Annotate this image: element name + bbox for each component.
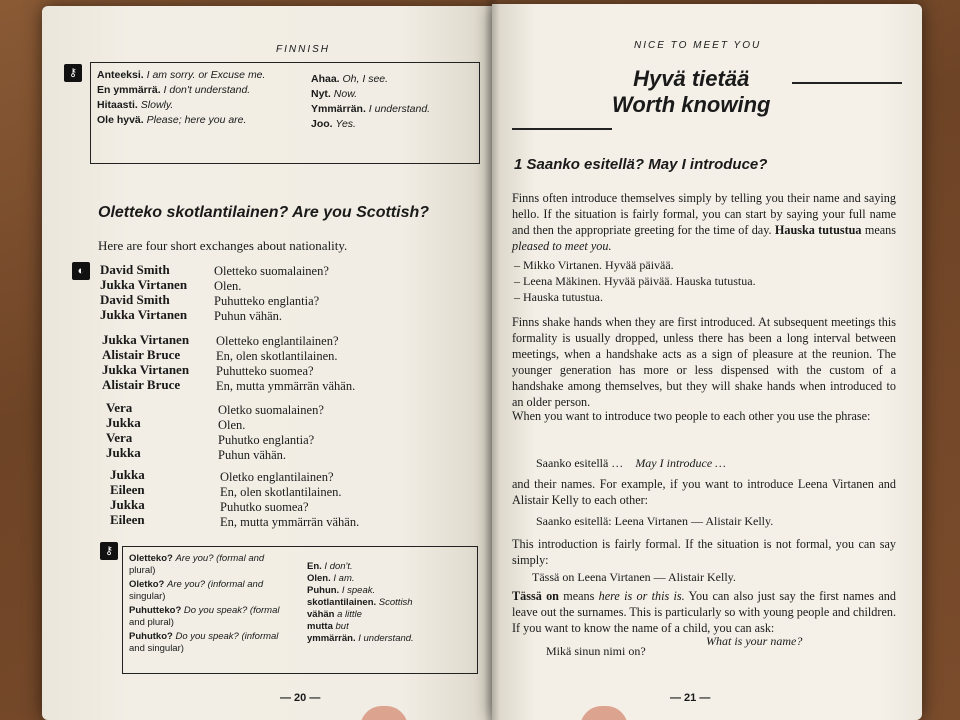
paragraph-1: Finns often introduce themselves simply by telling you their name and saying hello. If the situation is fairly formal, you can start by saying your full name and then the appropriate greeting for the time of day. Hauska tutustua means pleased to meet you. [512, 191, 896, 253]
dialogue-line: Puhutteko englantia? [214, 294, 320, 308]
speaker-name: David Smith [100, 262, 170, 277]
speaker-name: Jukka [106, 445, 141, 460]
dialogue-line: Olen. [214, 279, 242, 293]
dialogue-line: Olen. [218, 418, 246, 432]
speaker-name: Jukka Virtanen [100, 277, 188, 292]
finger [580, 706, 628, 720]
vocab-entry: En ymmärrä. I don't understand. [97, 84, 251, 96]
vocab-entry: Puhutko? Do you speak? (informal [129, 631, 279, 642]
dialogue-line: Puhun vähän. [214, 309, 283, 323]
speaker-name: Jukka [110, 497, 145, 512]
vocab-entry: singular) [129, 591, 166, 602]
vocab-entry: skotlantilainen. Scottish [307, 597, 413, 608]
example-line: – Hauska tutustua. [514, 290, 603, 304]
right-page-number: — 21 — [670, 692, 711, 704]
speaker-name: David Smith [100, 292, 170, 307]
speaker-name: Eileen [110, 512, 145, 527]
dialogue-line: Oletko englantilainen? [220, 470, 334, 484]
speaker-name: Jukka [110, 467, 145, 482]
dialogue-line: Oletteko suomalainen? [214, 264, 329, 278]
dialogue-line: Puhutko englantia? [218, 433, 315, 447]
speaker-name: Jukka [106, 415, 141, 430]
speaker-name: Alistair Bruce [102, 377, 181, 392]
vocab-entry: Oletteko? Are you? (formal and [129, 553, 265, 564]
speaker-name: Alistair Bruce [102, 347, 181, 362]
vocab-entry: Anteeksi. I am sorry. or Excuse me. [97, 69, 266, 81]
title-rule-bottom [512, 128, 612, 130]
vocab-entry: vähän a little [307, 609, 362, 620]
speaker-name: Vera [106, 430, 133, 445]
paragraph-6: Tässä on means here is or this is. You can also just say the first names and leave out the surnames. This is particularly so with young people and children. If you want to know the name of a child, you can ask: [512, 589, 896, 635]
right-page [492, 4, 922, 720]
example-phrase: Saanko esitellä: Leena Virtanen — Alistair Kelly. [536, 514, 774, 528]
vocab-entry: Puhutteko? Do you speak? (formal [129, 605, 280, 616]
vocab-entry: Puhun. I speak. [307, 585, 376, 596]
vocab-entry: and plural) [129, 617, 174, 628]
book-gutter [484, 0, 500, 720]
title-finnish: Hyvä tietää [633, 66, 750, 91]
dialogue-line: En, olen skotlantilainen. [216, 349, 338, 363]
key-icon: ⚷ [100, 542, 118, 560]
title-block [612, 66, 770, 118]
dialogue-line: Oletteko englantilainen? [216, 334, 339, 348]
paragraph-3: When you want to introduce two people to each other you use the phrase: [512, 409, 871, 423]
right-running-head: NICE TO MEET YOU [634, 40, 762, 51]
dialogue-line: Oletko suomalainen? [218, 403, 324, 417]
left-intro-text: Here are four short exchanges about nationality. [98, 238, 348, 253]
paragraph-5: This introduction is fairly formal. If the situation is not formal, you can say simply: [512, 537, 896, 567]
vocab-entry: Oletko? Are you? (informal and [129, 579, 264, 590]
paragraph-2: Finns shake hands when they are first introduced. At subsequent meetings this formality is usually dropped, unless there has been a long interval between meetings, when a handshake acts as a sign of pleasure at the reunion. The younger generation has more or less dispensed with the custom of a handshake among themselves, but they will shake hands when introduced to an older person. [512, 315, 896, 409]
top-vocab-box [90, 62, 480, 164]
vocab-entry: Olen. I am. [307, 573, 355, 584]
vocab-entry: plural) [129, 565, 156, 576]
speaker-name: Jukka Virtanen [102, 332, 190, 347]
dialogue-line: Puhun vähän. [218, 448, 287, 462]
vocab-entry: Ole hyvä. Please; here you are. [97, 114, 247, 126]
key-icon: ⚷ [64, 64, 82, 82]
vocab-entry: ymmärrän. I understand. [307, 633, 414, 644]
bottom-vocab-box [122, 546, 478, 674]
left-section-title: Oletteko skotlantilainen? Are you Scottish? [98, 204, 430, 221]
example-translation: What is your name? [706, 634, 803, 648]
vocab-entry: Ahaa. Oh, I see. [311, 73, 389, 85]
vocab-entry: Hitaasti. Slowly. [97, 99, 174, 111]
vocab-entry: mutta but [307, 621, 349, 632]
dialogue-line: En, olen skotlantilainen. [220, 485, 342, 499]
dialogue-line: En, mutta ymmärrän vähän. [220, 515, 360, 529]
dialogue-line: Puhutko suomea? [220, 500, 309, 514]
title-rule-top [792, 82, 902, 84]
left-page [42, 6, 492, 720]
speaker-name: Vera [106, 400, 133, 415]
vocab-entry: Nyt. Now. [311, 88, 358, 100]
right-section-title: 1 Saanko esitellä? May I introduce? [514, 156, 768, 173]
dialogue-line: En, mutta ymmärrän vähän. [216, 379, 356, 393]
thumb [360, 706, 408, 720]
dialogue-line: Puhutteko suomea? [216, 364, 314, 378]
speaker-name: Jukka Virtanen [102, 362, 190, 377]
example-phrase: Saanko esitellä … May I introduce … [536, 456, 726, 470]
vocab-entry: and singular) [129, 643, 184, 654]
left-page-number: — 20 — [280, 692, 321, 704]
vocab-entry: Ymmärrän. I understand. [311, 103, 431, 115]
example-line: – Leena Mäkinen. Hyvää päivää. Hauska tutustua. [514, 274, 756, 288]
title-english: Worth knowing [612, 92, 771, 117]
example-phrase: Tässä on Leena Virtanen — Alistair Kelly. [532, 570, 736, 584]
paragraph-4: and their names. For example, if you want to introduce Leena Virtanen and Alistair Kelly to each other: [512, 477, 896, 507]
left-running-head: FINNISH [276, 44, 330, 55]
speaker-name: Jukka Virtanen [100, 307, 188, 322]
example-question: Mikä sinun nimi on? [546, 644, 646, 658]
vocab-entry: Joo. Yes. [311, 118, 356, 130]
example-line: – Mikko Virtanen. Hyvää päivää. [514, 258, 674, 272]
vocab-entry: En. I don't. [307, 561, 353, 572]
audio-icon: ◐ [72, 262, 90, 280]
speaker-name: Eileen [110, 482, 145, 497]
